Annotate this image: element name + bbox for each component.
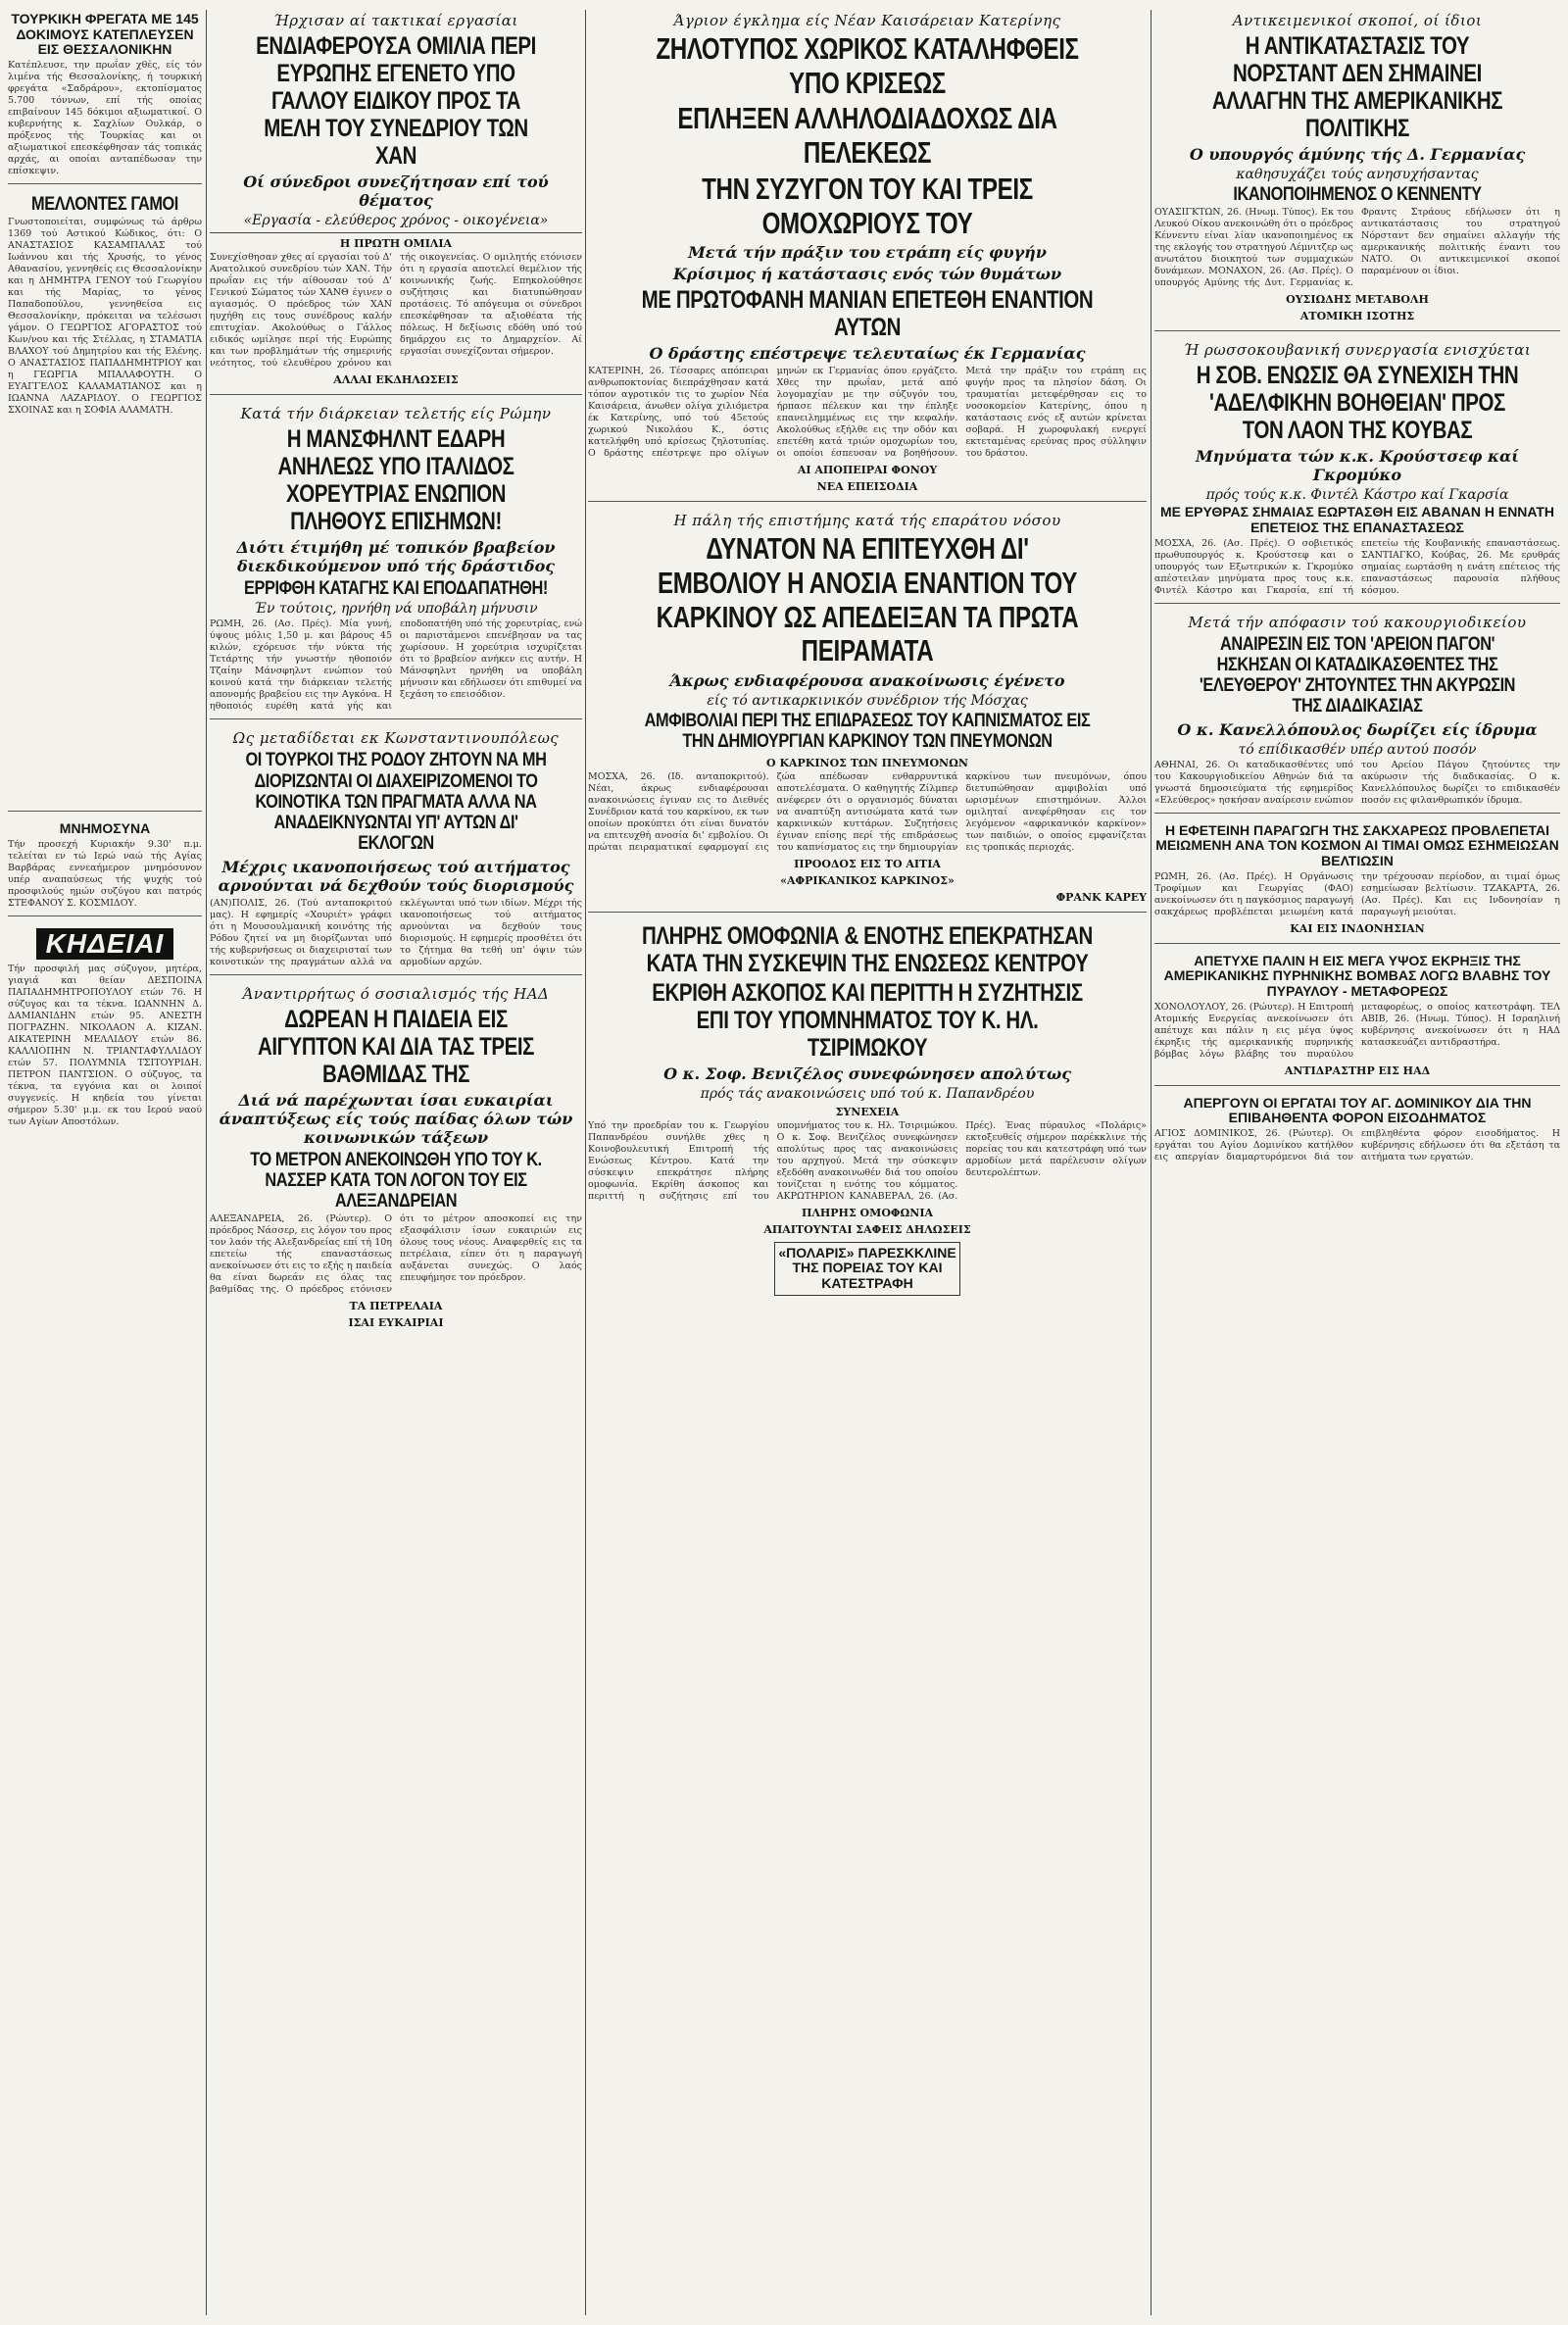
headline-secondary: ΜΕ ΕΡΥΘΡΑΣ ΣΗΜΑΙΑΣ ΕΩΡΤΑΣΘΗ ΕΙΣ ΑΒΑΝΑΝ Η ΕΝΝΑΤΗ ΕΠΕΤΕΙΟΣ ΤΗΣ ΕΠΑΝΑΣΤΑΣΕΩΣ xyxy=(1159,504,1555,535)
article-body: ΜΟΣΧΑ, 26. (Ασ. Πρές). Ο σοβιετικός πρωθυπουργός κ. Κρούστσεφ και ο υπουργός των Εξωτερικών κ. Γκρομύκο απέστειλαν μηνύματα προς τους κ.κ. Φιντέλ Κάστρο και Γκαρσία, επί τή επετείω τής Κουβανικής επαναστάσεως. ΣΑΝΤΙΑΓΚΟ, Κούβας, 26. Με ερυθράς σημαίας εωρτάσθη η ενάτη επέτειος τής επαναστάσεως παρουσία πλήθους κόσμου. xyxy=(1154,537,1560,596)
deck: Ο κ. Κανελλόπουλος δωρίζει είς ίδρυμα xyxy=(1177,719,1538,739)
article-memorials xyxy=(8,819,202,916)
kicker: Άγριον έγκλημα είς Νέαν Καισάρειαν Κατερίνης xyxy=(673,12,1061,29)
deck: Μηνύματα τών κ.κ. Κρούστσεφ καί Γκρομύκο xyxy=(1195,447,1520,485)
subheading: ΑΠΑΙΤΟΥΝΤΑΙ ΣΑΦΕΙΣ ΔΗΛΩΣΕΙΣ xyxy=(763,1222,971,1236)
headline-secondary: ΕΡΡΙΦΘΗ ΚΑΤΑΓΗΣ ΚΑΙ ΕΠΟΔΑΠΑΤΗΘΗ! xyxy=(244,578,548,599)
headline-secondary: ΕΚΡΙΘΗ ΑΣΚΟΠΟΣ ΚΑΙ ΠΕΡΙΤΤΗ Η ΣΥΖΗΤΗΣΙΣ ΕΠΙ ΤΟΥ ΥΠΟΜΝΗΜΑΤΟΣ ΤΟΥ Κ. ΗΛ. ΤΣΙΡΙΜΩΚΟΥ xyxy=(652,978,1083,1062)
deck: Οί σύνεδροι συνεζήτησαν επί τού θέματος xyxy=(243,173,549,210)
article-body: Υπό την προεδρίαν του κ. Γεωργίου Παπανδρέου συνήλθε χθες η Κοινοβουλευτική Επιτροπή τής Ενώσεως Κέντρου. Κατά την σύσκεψιν επεκράτησε πλήρης ομοφωνία. Εκρίθη άσκοπος και περιττή η συζήτησις επί του υπομνήματος του κ. Ηλ. Τσιριμώκου. Ο κ. Σοφ. Βενιζέλος συνεφώνησεν απολύτως προς τας ανακοινώσεις του αρχηγού. Μετά την σύσκεψιν εξεδόθη ανακοινωθέν διά του οποίου τονίζεται η ενότης του κόμματος. ΑΚΡΩΤΗΡΙΟΝ ΚΑΝΑΒΕΡΑΛ, 26. (Ασ. Πρές). Ένας πύραυλος «Πολάρις» εκτοξευθείς σήμερον παρέκκλινε τής πορείας του και κατεστράφη υπό των αρμοδίων μετά παρέλευσιν ολίγων δευτερολέπτων. xyxy=(588,1119,1147,1202)
article-soviet-cuba xyxy=(1154,339,1560,603)
article-rhodes-turks xyxy=(210,727,582,974)
kicker: Ή ρωσσοκουβανική συνεργασία ενισχύεται xyxy=(1183,341,1532,360)
article-body: Τήν προσεχή Κυριακήν 9.30' π.μ. τελείται εν τώ Ιερώ ναώ τής Αγίας Βαρβάρας εννεαήμερον μνημόσυνον υπέρ αναπαύσεως τής ψυχής τού προσφιλούς ημών συζύγου και πατρός ΣΤΕΦΑΝΟΥ Σ. ΚΟΣΜΙΔΟΥ. xyxy=(8,838,202,909)
deck-secondary: πρός τούς κ.κ. Φιντέλ Κάστρο καί Γκαρσία xyxy=(1205,487,1509,504)
deck-secondary: Έν τούτοις, ηρνήθη νά υποβάλη μήνυσιν xyxy=(254,601,538,618)
deck: Μέχρις ικανοποιήσεως τού αιτήματος αρνούνται νά δεχθούν τούς διορισμούς xyxy=(218,857,574,895)
headline: ΕΝΔΙΑΦΕΡΟΥΣΑ ΟΜΙΛΙΑ ΠΕΡΙ ΕΥΡΩΠΗΣ ΕΓΕΝΕΤΟ ΥΠΟ ΓΑΛΛΟΥ ΕΙΔΙΚΟΥ ΠΡΟΣ ΤΑ ΜΕΛΗ ΤΟΥ ΣΥΝΕΔΡΙΟΥ ΤΩΝ ΧΑΝ xyxy=(256,32,536,170)
kicker: Μετά τήν απόφασιν τού κακουργιοδικείου xyxy=(1188,613,1527,631)
kicker: Ήρχισαν αί τακτικαί εργασίαι xyxy=(273,12,518,29)
deck: Διά νά παρέχωνται ίσαι ευκαιρίαι άναπτύξεως είς τούς παίδας όλων τών κοινωνικών τάξεων xyxy=(219,1090,573,1147)
article-future-weddings xyxy=(8,192,202,812)
deck-secondary: «Εργασία - ελεύθερος χρόνος - οικογένεια» xyxy=(243,213,549,228)
subheading: ΚΑΙ ΕΙΣ ΙΝΔΟΝΗΣΙΑΝ xyxy=(1290,921,1425,935)
deck: Μετά τήν πράξιν του ετράπη είς φυγήν xyxy=(688,243,1047,263)
byline: ΦΡΑΝΚ ΚΑΡΕΥ xyxy=(1055,890,1147,904)
deck: Διότι έτιμήθη μέ τοπικόν βραβείον διεκδικούμενον υπό τής δράστιδος xyxy=(236,538,556,575)
article-funerals xyxy=(8,924,202,1134)
kicker: Η πάλη τής επιστήμης κατά τής επαράτου νόσου xyxy=(673,512,1061,530)
subheading: ΑΙ ΑΠΟΠΕΙΡΑΙ ΦΟΝΟΥ xyxy=(797,464,938,477)
kicker: Κατά τήν διάρκειαν τελετής είς Ρώμην xyxy=(240,405,552,422)
subheading: ΙΣΑΙ ΕΥΚΑΙΡΙΑΙ xyxy=(348,1316,444,1330)
deck: Κρίσιμος ή κατάστασις ενός τών θυμάτων xyxy=(672,265,1062,284)
headline: ΟΙ ΤΟΥΡΚΟΙ ΤΗΣ ΡΟΔΟΥ ΖΗΤΟΥΝ ΝΑ ΜΗ ΔΙΟΡΙΖΩΝΤΑΙ ΟΙ ΔΙΑΧΕΙΡΙΖΟΜΕΝΟΙ ΤΟ ΚΟΙΝΟΤΙΚΑ ΤΩΝ ΠΡΑΓΜΑΤΑ ΑΛΛΑ ΝΑ ΑΝΑΔΕΙΚΝΥΩΝΤΑΙ ΥΠ' ΑΥΤΩΝ ΔΙ' ΕΚΛΟΓΩΝ xyxy=(245,750,547,855)
headline: ΜΝΗΜΟΣΥΝΑ xyxy=(59,820,151,837)
subheading: ΟΥΣΙΩΔΗΣ ΜΕΤΑΒΟΛΗ xyxy=(1286,293,1429,307)
subheading: «ΑΦΡΙΚΑΝΙΚΟΣ ΚΑΡΚΙΝΟΣ» xyxy=(780,873,955,887)
column-rule xyxy=(1151,10,1152,2315)
article-body: ΟΥΑΣΙΓΚΤΩΝ, 26. (Ηνωμ. Τύπος). Εκ του Λευκού Οίκου ανεκοινώθη ότι ο πρόεδρος Κέννεντυ είναι λίαν ικανοποιημένος εκ της εκλογής του στρατηγού Λέμνιτζερ ως ανωτάτου διοικητού των συμμαχικών δυνάμεων. ΜΟΝΑΧΟΝ, 26. (Ασ. Πρές). Ο υπουργός Αμύνης τής Δυτ. Γερμανίας κ. Φραντς Στράους εδήλωσεν ότι η αντικατάστασις του στρατηγού Νόρσταντ δεν σημαίνει αλλαγήν τής αμερικανικής πολιτικής έναντι του ΝΑΤΟ. Οι αντικειμενικοί σκοποί παραμένουν οι ίδιοι. xyxy=(1154,207,1560,289)
article-body: ΑΓΙΟΣ ΔΟΜΙΝΙΚΟΣ, 26. (Ρώυτερ). Οι εργάται του Αγίου Δομινίκου κατήλθον εις απεργίαν διαμαρτυρόμενοι διά τον επιβληθέντα φόρον εισοδήματος. Η κυβέρνησις εδήλωσεν ότι θα εξετάση τα αιτήματα των εργατών. xyxy=(1154,1128,1560,1163)
subheading: Ο ΚΑΡΚΙΝΟΣ ΤΩΝ ΠΝΕΥΜΟΝΩΝ xyxy=(766,756,968,769)
article-body: ΧΟΝΟΛΟΥΛΟΥ, 26. (Ρώυτερ). Η Επιτροπή Ατομικής Ενεργείας ανεκοίνωσεν ότι απέτυχε και πάλιν η εις μέγα ύψος έκρηξις τής αμερικανικής πυρηνικής βόμβας λόγω βλάβης του πυραύλου μεταφορέως, ο οποίος κατεστράφη. ΤΕΛ ΑΒΙΒ, 26. (Ηνωμ. Τύπος). Η Ισραηλινή κυβέρνησις ανεκοίνωσεν ότι η ΗΑΔ κατασκευάζει αντιδραστήρα. xyxy=(1154,1001,1560,1060)
subheading: ΤΑ ΠΕΤΡΕΛΑΙΑ xyxy=(349,1300,443,1313)
polaris-box-headline: «ΠΟΛΑΡΙΣ» ΠΑΡΕΣΚΚΛΙΝΕ ΤΗΣ ΠΟΡΕΙΑΣ ΤΟΥ ΚΑΙ ΚΑΤΕΣΤΡΑΦΗ xyxy=(774,1242,960,1296)
column-2 xyxy=(210,10,582,2315)
headline: ΖΗΛΟΤΥΠΟΣ ΧΩΡΙΚΟΣ ΚΑΤΑΛΗΦΘΕΙΣ ΥΠΟ ΚΡΙΣΕΩΣ xyxy=(656,31,1079,100)
headline: ΤΗΝ ΣΥΖΥΓΟΝ ΤΟΥ ΚΑΙ ΤΡΕΙΣ ΟΜΟΧΩΡΙΟΥΣ ΤΟΥ xyxy=(702,171,1033,240)
headline: Η ΑΝΤΙΚΑΤΑΣΤΑΣΙΣ ΤΟΥ ΝΟΡΣΤΑΝΤ ΔΕΝ ΣΗΜΑΙΝΕΙ ΑΛΛΑΓΗΝ ΤΗΣ ΑΜΕΡΙΚΑΝΙΚΗΣ ΠΟΛΙΤΙΚΗΣ xyxy=(1211,32,1503,142)
article-body: (ΑΝ)ΠΟΛΙΣ, 26. (Τού ανταποκριτού μας). Η εφημερίς «Χουριέτ» γράφει ότι η Μουσουλμανική κοινότης τής Ρόδου ζητεί να μη διορίζωνται υπό τής κυβερνήσεως οι διαχειρισταί των κοινοτικών της πραγμάτων αλλά να εκλέγωνται υπό των ιδίων. Μέχρι τής ικανοποιήσεως τού αιτήματος αρνούνται να δεχθούν τους διορισμούς. Η εφημερίς προσθέτει ότι το ζήτημα θα τεθή υπ' όψιν τών αρμοδίων αρχών. xyxy=(210,897,582,967)
subheading: ΠΡΟΟΔΟΣ ΕΙΣ ΤΟ ΑΙΤΙΑ xyxy=(794,857,941,870)
deck-secondary: πρός τάς ανακοινώσεις υπό τού κ. Παπανδρέου xyxy=(700,1085,1035,1102)
funerals-banner: ΚΗΔΕΙΑΙ xyxy=(36,928,174,960)
deck-secondary: είς τό αντικαρκινικόν συνέδριον τής Μόσχας xyxy=(707,693,1028,710)
headline: Η ΣΟΒ. ΕΝΩΣΙΣ ΘΑ ΣΥΝΕΧΙΣΗ ΤΗΝ 'ΑΔΕΛΦΙΚΗΝ ΒΟΗΘΕΙΑΝ' ΠΡΟΣ ΤΟΝ ΛΑΟΝ ΤΗΣ ΚΟΥΒΑΣ xyxy=(1196,362,1519,445)
headline: ΠΛΗΡΗΣ ΟΜΟΦΩΝΙΑ & ΕΝΟΤΗΣ ΕΠΕΚΡΑΤΗΣΑΝ ΚΑΤΑ ΤΗΝ ΣΥΣΚΕΨΙΝ ΤΗΣ ΕΝΩΣΕΩΣ ΚΕΝΤΡΟΥ xyxy=(642,921,1093,977)
article-cancer-vaccine xyxy=(588,510,1147,912)
article-body: Γνωστοποιείται, συμφώνως τώ άρθρω 1369 τού Αστικού Κώδικος, ότι: Ο ΑΝΑΣΤΑΣΙΟΣ ΚΑΣΑΜΠΑΛΑΣ τού Ιωάννου και τής Χρυσής, το γένος Αθανασίου, γεννηθείς εις Θεσσαλονίκην και η ΔΗΜΗΤΡΑ ΓΕΝΟΥ τού Γεωργίου και τής Μαρίας, το γένος Παπαδοπούλου, γεννηθείσα εις Θεσσαλονίκην, πρόκειται να τελέσωσι γάμον. Ο ΓΕΩΡΓΙΟΣ ΑΓΟΡΑΣΤΟΣ τού Κων/νου και τής Στέλλας, η ΣΤΑΜΑΤΙΑ ΒΛΑΧΟΥ τού Δημητρίου και τής Ελένης. Ο ΑΝΑΣΤΑΣΙΟΣ ΠΑΠΑΔΗΜΗΤΡΙΟΥ και η ΓΕΩΡΓΙΑ ΜΠΑΛΑΦΟΥΤΗ. Ο ΕΥΑΓΓΕΛΟΣ ΚΑΛΑΜΑΤΙΑΝΟΣ και η ΙΩΑΝΝΑ ΛΑΖΑΡΙΔΟΥ. Ο ΓΕΩΡΓΙΟΣ ΣΧΟΙΝΑΣ και η ΣΟΦΙΑ ΑΛΑΜΑΤΗ. xyxy=(8,217,202,417)
article-turkish-frigate xyxy=(8,10,202,184)
subheading: Η ΠΡΩΤΗ ΟΜΙΛΙΑ xyxy=(339,237,453,250)
headline-secondary: ΜΕ ΠΡΩΤΟΦΑΝΗ ΜΑΝΙΑΝ ΕΠΕΤΕΘΗ ΕΝΑΝΤΙΟΝ ΑΥΤΩΝ xyxy=(641,286,1094,342)
headline: ΑΠΕΡΓΟΥΝ ΟΙ ΕΡΓΑΤΑΙ ΤΟΥ ΑΓ. ΔΟΜΙΝΙΚΟΥ ΔΙΑ ΤΗΝ ΕΠΙΒΑΗΘΕΝΤΑ ΦΟΡΟΝ ΕΙΣΟΔΗΜΑΤΟΣ xyxy=(1183,1094,1532,1126)
article-sugar-production xyxy=(1154,821,1560,944)
deck: Ο δράστης επέστρεψε τελευταίως έκ Γερμανίας xyxy=(649,344,1086,364)
headline-secondary: ΑΜΦΙΒΟΛΙΑΙ ΠΕΡΙ ΤΗΣ ΕΠΙΔΡΑΣΕΩΣ ΤΟΥ ΚΑΠΝΙΣΜΑΤΟΣ ΕΙΣ ΤΗΝ ΔΗΜΙΟΥΡΓΙΑΝ ΚΑΡΚΙΝΟΥ ΤΩΝ ΠΝΕΥΜΟΝΩΝ xyxy=(644,711,1091,753)
column-rule xyxy=(585,10,586,2315)
article-body: ΡΩΜΗ, 26. (Ασ. Πρές). Μία γυνή, ύψους μόλις 1,50 μ. και βάρους 45 κιλών, εχόρευσε τήν νύκτα τής Τετάρτης τήν γνωστήν ηθοποιόν Τζαίην Μάνσφηλντ ενώπιον τού κοινού κατά την διάρκειαν τελετής απονομής βραβείου εις την Αγκόνα. Η ηθοποιός ευρέθη κατά γής και εποδοπατήθη υπό τής χορευτρίας, ενώ οι παριστάμενοι επενέβησαν να τας χωρίσουν. Η χορεύτρια ισχυρίζεται ότι το βραβείον ανήκεν εις αυτήν. Η Μάνσφηλντ ηρνήθη να υποβάλη μήνυσιν και εδήλωσεν ότι επιθυμεί να ξεχάση το επεισόδιον. xyxy=(210,618,582,713)
article-body: Συνεχίσθησαν χθες αί εργασίαι τού Δ' Ανατολικού συνεδρίου τών ΧΑΝ. Τήν πρωΐαν εις τήν αίθουσαν τού Δ' Γενικού Σώματος τών ΧΑΝΘ έγινεν ο αγιασμός. Ο πρόεδρος τών ΧΑΝ ηυχήθη εις τους συνέδρους καλήν επιτυχίαν. Ακολούθως ο Γάλλος ειδικός ωμίλησε περί τής Ευρώπης και των προβλημάτων τής σημερινής νεότητος, τού ελευθέρου χρόνου και τής οικογενείας. Ο ομιλητής ετόνισεν ότι η εργασία αποτελεί θεμέλιον τής κοινωνικής ζωής. Επηκολούθησε συζήτησις και διατυπώθησαν προτάσεις. Τό απόγευμα οι σύνεδροι επεσκέφθησαν τα αξιοθέατα τής πόλεως. Η δεξίωσις εδόθη υπό τού δημάρχου εις το Δημαρχείον. Αί εργασίαι συνεχίζονται σήμερον. xyxy=(210,252,582,369)
deck: Άκρως ενδιαφέρουσα ανακοίνωσις έγένετο xyxy=(669,671,1065,691)
subheading: ΑΤΟΜΙΚΗ ΙΣΟΤΗΣ xyxy=(1299,310,1415,323)
article-body: ΑΛΕΞΑΝΔΡΕΙΑ, 26. (Ρώυτερ). Ο πρόεδρος Νάσσερ, εις λόγον του προς τον λαόν τής Αλεξανδρείας επί τή 10η επετείω τής επαναστάσεως ανεκοίνωσεν ότι εις το εξής η παιδεία θα είναι δωρεάν εις όλας τας βαθμίδας της. Ο πρόεδρος ετόνισεν ότι το μέτρον αποσκοπεί εις την εξασφάλισιν ίσων ευκαιριών εις όλους τους νέους. Αναφερθείς εις τα πετρέλαια, είπεν ότι η παραγωγή αυξάνεται συνεχώς. Ο λαός επευφήμησε τον πρόεδρον. xyxy=(210,1213,582,1296)
article-europe-lecture xyxy=(210,10,582,395)
headline: Η ΕΦΕΤΕΙΝΗ ΠΑΡΑΓΩΓΗ ΤΗΣ ΣΑΚΧΑΡΕΩΣ ΠΡΟΒΛΕΠΕΤΑΙ ΜΕΙΩΜΕΝΗ ΑΝΑ ΤΟΝ ΚΟΣΜΟΝ ΑΙ ΤΙΜΑΙ ΟΜΩΣ ΕΣΗΜΕΙΩΣΑΝ ΒΕΛΤΙΩΣΙΝ xyxy=(1155,821,1559,869)
subheading: ΣΥΝΕΧΕΙΑ xyxy=(835,1105,900,1118)
headline: ΑΝΑΙΡΕΣΙΝ ΕΙΣ ΤΟΝ 'ΑΡΕΙΟΝ ΠΑΓΟΝ' ΗΣΚΗΣΑΝ ΟΙ ΚΑΤΑΔΙΚΑΣΘΕΝΤΕΣ ΤΗΣ 'ΕΛΕΥΘΕΡΟΥ' ΖΗΤΟΥΝΤΕΣ ΤΗΝ ΑΚΥΡΩΣΙΝ ΤΗΣ ΔΙΑΔΙΚΑΣΙΑΣ xyxy=(1199,633,1516,717)
article-katerini-crime xyxy=(588,10,1147,502)
article-eleftheros-appeal xyxy=(1154,612,1560,814)
column-1 xyxy=(8,10,202,2315)
deck: Ο υπουργός άμύνης τής Δ. Γερμανίας xyxy=(1189,145,1526,164)
subheading: ΠΛΗΡΗΣ ΟΜΟΦΩΝΙΑ xyxy=(801,1206,934,1219)
kicker: Άναντιρρήτως ό σοσιαλισμός τής ΗΑΔ xyxy=(242,984,550,1003)
subheading: ΝΕΑ ΕΠΕΙΣΟΔΙΑ xyxy=(816,480,918,494)
headline-secondary: ΤΟ ΜΕΤΡΟΝ ΑΝΕΚΟΙΝΩΘΗ ΥΠΟ ΤΟΥ Κ. ΝΑΣΣΕΡ ΚΑΤΑ ΤΟΝ ΛΟΓΟΝ ΤΟΥ ΕΙΣ ΑΛΕΞΑΝΔΡΕΙΑΝ xyxy=(250,1149,542,1212)
headline: ΤΟΥΡΚΙΚΗ ΦΡΕΓΑΤΑ ΜΕ 145 ΔΟΚΙΜΟΥΣ ΚΑΤΕΠΛΕΥΣΕΝ ΕΙΣ ΘΕΣΣΑΛΟΝΙΚΗΝ xyxy=(11,11,199,58)
subheading: ΑΝΤΙΔΡΑΣΤΗΡ ΕΙΣ ΗΑΔ xyxy=(1284,1064,1431,1077)
article-body: Τήν προσφιλή μας σύζυγον, μητέρα, γιαγιά και θείαν ΔΕΣΠΟΙΝΑ ΠΑΠΑΔΗΜΗΤΡΟΠΟΥΛΟΥ ετών 76. Η σύζυγος και τα τέκνα. ΙΩΑΝΝΗΝ Δ. ΔΑΜΙΑΝΙΔΗΝ ετών 95. ΑΝΕΣΤΗ ΠΟΓΡΑΖΗΝ. ΝΙΚΟΛΑΟΝ Α. ΚΙΖΑΝ. ΑΙΚΑΤΕΡΙΝΗ ΜΕΛΛΙΔΟΥ ετών 86. ΚΑΛΛΙΟΠΗΝ Ν. ΤΡΙΑΝΤΑΦΥΛΛΙΔΟΥ ετών 57. ΠΟΛΥΜΝΙΑ ΤΣΙΤΟΥΡΙΔΗ. ΠΕΤΡΟΝ ΠΑΝΤΣΙΟΝ. Ο σύζυγος, τα τέκνα, τα εγγόνια και οι λοιποί συγγενείς. Η κηδεία του γίνεται σήμερον 5.30' μ.μ. εκ του Ιερού ναού των Αγίων Αποστόλων. xyxy=(8,963,202,1127)
article-egypt-education xyxy=(210,983,582,1338)
deck: Ο κ. Σοφ. Βενιζέλος συνεφώνησεν απολύτως xyxy=(663,1064,1071,1083)
headline: ΔΥΝΑΤΟΝ ΝΑ ΕΠΙΤΕΥΧΘΗ ΔΙ' ΕΜΒΟΛΙΟΥ Η ΑΝΟΣΙΑ ΕΝΑΝΤΙΟΝ ΤΟΥ ΚΑΡΚΙΝΟΥ ΩΣ ΑΠΕΔΕΙΞΑΝ ΤΑ ΠΡΩΤΑ ΠΕΙΡΑΜΑΤΑ xyxy=(656,531,1079,668)
article-dominican-strike xyxy=(1154,1094,1560,1169)
headline: ΜΕΛΛΟΝΤΕΣ ΓΑΜΟΙ xyxy=(31,194,178,216)
article-body: ΜΟΣΧΑ, 26. (Ιδ. ανταποκριτού). Νέαι, άκρως ενδιαφέρουσαι ανακοινώσεις έγιναν εις το Διεθνές Συνέδριον κατά του καρκίνου, εκ των οποίων προκύπτει ότι είναι δυνατόν να επιτευχθή ανοσία δι' εμβολίου. Οι πρώται πειραματικαί εφαρμογαί εις ζώα απέδωσαν ενθαρρυντικά αποτελέσματα. Ο καθηγητής Ζίλμπερ ανέφερεν ότι ο οργανισμός δύναται να αναπτύξη αντισώματα κατά των καρκινικών κυττάρων. Συζητήσεις έγιναν επίσης περί τής επιδράσεως του καπνίσματος εις την δημιουργίαν καρκίνου των πνευμόνων, όπου διετυπώθησαν αμφιβολίαι υπό ωρισμένων επιστημόνων. Άλλοι ομιληταί ανεφέρθησαν εις τον λεγόμενον «αφρικανικόν καρκίνον» των παιδιών, ο οποίος εμφανίζεται εις τροπικάς περιοχάς. xyxy=(588,770,1147,853)
headline: ΕΠΛΗΞΕΝ ΑΛΛΗΛΟΔΙΑΔΟΧΩΣ ΔΙΑ ΠΕΛΕΚΕΩΣ xyxy=(677,101,1057,171)
article-body: ΑΘΗΝΑΙ, 26. Οι καταδικασθέντες υπό του Κακουργιοδικείου Αθηνών διά τα γνωστά δημοσιεύματα τής εφημερίδος «Ελεύθερος» ησκήσαν αναίρεσιν ενώπιον του Αρείου Πάγου ζητούντες την ακύρωσιν τής διαδικασίας. Ο κ. Κανελλόπουλος δωρίζει το επιδικασθέν ποσόν εις φιλανθρωπικόν ίδρυμα. xyxy=(1154,759,1560,806)
deck-secondary: τό επίδικασθέν υπέρ αυτού ποσόν xyxy=(1238,741,1477,758)
column-3 xyxy=(588,10,1147,2315)
deck-secondary: καθησυχάζει τούς ανησυχήσαντας xyxy=(1236,167,1479,182)
article-body: ΡΩΜΗ, 26. (Ασ. Πρές). Η Οργάνωσις Τροφίμων και Γεωργίας (ΦΑΟ) ανεκοίνωσεν ότι η παγκόσμιος παραγωγή σακχάρεως προβλέπεται μειωμένη κατά την τρέχουσαν περίοδον, αι τιμαί όμως εσημείωσαν βελτίωσιν. ΤΖΑΚΑΡΤΑ, 26. (Ασ. Πρές). Και εις Ινδονησίαν η παραγωγή μειούται. xyxy=(1154,870,1560,917)
article-norstad xyxy=(1154,10,1560,331)
article-body: Κατέπλευσε, την πρωΐαν χθές, είς τόν λιμένα τής Θεσσαλονίκης, ή τουρκική φρεγάτα «Σαδράρου», εκτοπίσματος 5.700 τόννων, επί τής οποίας επιβαίνουν 145 δόκιμοι αξιωματικοί. Ο κυβερνήτης κ. Σαχλίων Ουλκάρ, ο πρόξενος τής Τουρκίας και οι αξιωματικοί επεσκέφθησαν τάς τοπικάς αρχάς, αι οποίαι ανταπέδωσαν την επίσκεψιν. xyxy=(8,60,202,177)
headline-secondary: ΙΚΑΝΟΠΟΙΗΜΕΝΟΣ Ο ΚΕΝΝΕΝΤΥ xyxy=(1233,184,1482,205)
article-body: ΚΑΤΕΡΙΝΗ, 26. Τέσσαρες απόπειραι ανθρωποκτονίας διεπράχθησαν κατά τόπον αγροτικόν τις το χωρίον Νέα Καισάρεια, άνωθεν ολίγα χιλιόμετρα έκ Κατερίνης, υπό τού 45ετούς χωρικού Νικολάου Κ., όστις κατελήφθη υπό κρίσεως ζηλοτυπίας. Ο δράστης επέστρεψε προ ολίγων μηνών εκ Γερμανίας όπου εργάζετο. Χθες την πρωΐαν, μετά από λογομαχίαν με την σύζυγόν του, ήρπασε πέλεκυν και την έπληξε επανειλημμένως εις την κεφαλήν. Ακολούθως εξήλθε εις την οδόν και επετέθη κατά τριών ομοχωρίων του, οι οποίοι έσπευσαν να βοηθήσουν. Μετά την πράξιν του ετράπη εις φυγήν προς τα πλησίον δάση. Οι τραυματίαι μετεφέρθησαν εις το νοσοκομείον Κατερίνης, όπου η κατάστασις ενός εξ αυτών κρίνεται σοβαρά. Η χωροφυλακή ενεργεί εκτεταμένας ερεύνας προς σύλληψιν του δράστου. xyxy=(588,366,1147,460)
column-4 xyxy=(1154,10,1560,2315)
headline: ΔΩΡΕΑΝ Η ΠΑΙΔΕΙΑ ΕΙΣ ΑΙΓΥΠΤΟΝ ΚΑΙ ΔΙΑ ΤΑΣ ΤΡΕΙΣ ΒΑΘΜΙΔΑΣ ΤΗΣ xyxy=(257,1005,535,1088)
headline: ΑΠΕΤΥΧΕ ΠΑΛΙΝ Η ΕΙΣ ΜΕΓΑ ΥΨΟΣ ΕΚΡΗΞΙΣ ΤΗΣ ΑΜΕΡΙΚΑΝΙΚΗΣ ΠΥΡΗΝΙΚΗΣ ΒΟΜΒΑΣ ΛΟΓΩ ΒΛΑΒΗΣ ΤΟΥ ΠΥΡΑΥΛΟΥ - ΜΕΤΑΦΟΡΕΩΣ xyxy=(1163,952,1551,1000)
article-center-union xyxy=(588,920,1147,1308)
kicker: Αντικειμενικοί σκοποί, οί ίδιοι xyxy=(1232,12,1483,29)
subheading: ΑΛΛΑΙ ΕΚΔΗΛΩΣΕΙΣ xyxy=(333,373,459,386)
article-mansfield xyxy=(210,403,582,719)
column-rule xyxy=(206,10,207,2315)
kicker: Ως μεταδίδεται εκ Κωνσταντινουπόλεως xyxy=(232,729,560,748)
article-nuclear-test xyxy=(1154,952,1560,1086)
headline: Η ΜΑΝΣΦΗΛΝΤ ΕΔΑΡΗ ΑΝΗΛΕΩΣ ΥΠΟ ΙΤΑΛΙΔΟΣ ΧΟΡΕΥΤΡΙΑΣ ΕΝΩΠΙΟΝ ΠΛΗΘΟΥΣ ΕΠΙΣΗΜΩΝ! xyxy=(277,425,514,535)
